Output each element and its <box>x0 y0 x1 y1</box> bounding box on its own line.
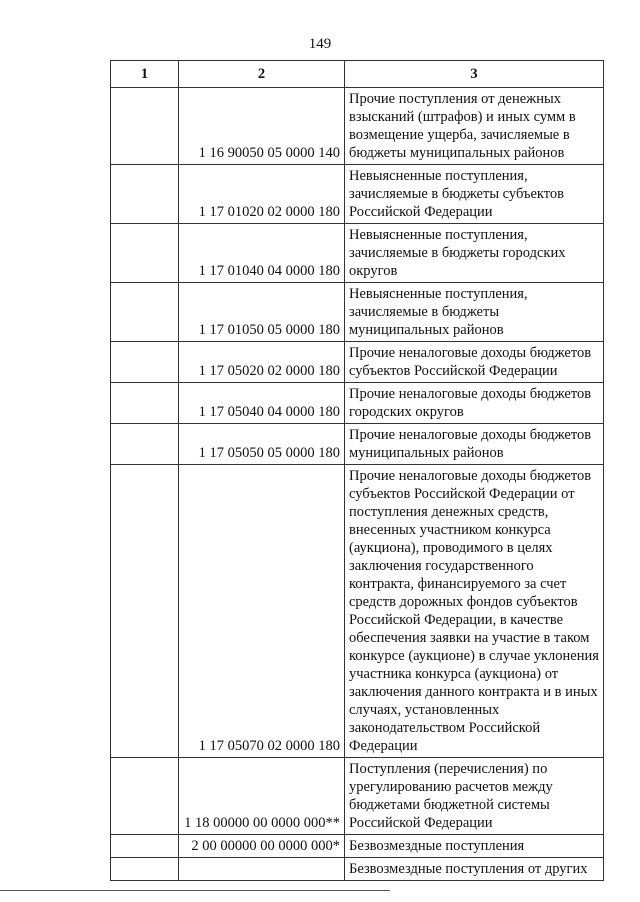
header-col-1: 1 <box>111 61 179 88</box>
table-row <box>111 424 604 465</box>
row-col1-cell <box>111 465 179 758</box>
budget-code-cell: 1 17 05050 05 0000 180 <box>179 424 345 465</box>
row-col1-cell <box>111 224 179 283</box>
table-row <box>111 465 604 758</box>
table-header-row <box>111 61 604 88</box>
row-col1-cell <box>111 424 179 465</box>
budget-code-cell: 1 17 01050 05 0000 180 <box>179 283 345 342</box>
row-col1-cell <box>111 858 179 881</box>
budget-code-cell: 1 18 00000 00 0000 000** <box>179 758 345 835</box>
header-col-2: 2 <box>179 61 345 88</box>
budget-codes-table <box>110 60 604 881</box>
table-row <box>111 835 604 858</box>
budget-code-cell: 1 17 05040 04 0000 180 <box>179 383 345 424</box>
description-cell: Прочие поступления от денежных взысканий (штрафов) и иных сумм в возмещение ущерба, зачисляемые в бюджеты муниципальных районов <box>345 88 604 165</box>
budget-code-cell: 1 17 05070 02 0000 180 <box>179 465 345 758</box>
row-col1-cell <box>111 342 179 383</box>
page-number: 149 <box>308 36 332 52</box>
budget-code-cell: 2 00 00000 00 0000 000* <box>179 835 345 858</box>
table-row <box>111 758 604 835</box>
description-cell: Прочие неналоговые доходы бюджетов городских округов <box>345 383 604 424</box>
budget-code-cell: 1 17 01020 02 0000 180 <box>179 165 345 224</box>
description-cell: Безвозмездные поступления <box>345 835 604 858</box>
table-row <box>111 342 604 383</box>
row-col1-cell <box>111 165 179 224</box>
description-cell: Невыясненные поступления, зачисляемые в бюджеты субъектов Российской Федерации <box>345 165 604 224</box>
row-col1-cell <box>111 283 179 342</box>
description-cell: Прочие неналоговые доходы бюджетов субъектов Российской Федерации <box>345 342 604 383</box>
row-col1-cell <box>111 88 179 165</box>
description-cell: Прочие неналоговые доходы бюджетов субъектов Российской Федерации от поступления денежных средств, внесенных участником конкурса (аукциона), проводимого в целях заключения государственного контракта, финансируемого за счет средств дорожных фондов субъектов Российской Федерации, в качестве обеспечения заявки на участие в таком конкурсе (аукционе) в случае уклонения участника конкурса (аукциона) от заключения данного контракта и в иных случаях, установленных законодательством Российской Федерации <box>345 465 604 758</box>
budget-code-cell <box>179 858 345 881</box>
description-cell: Безвозмездные поступления от других <box>345 858 604 881</box>
description-cell: Невыясненные поступления, зачисляемые в бюджеты городских округов <box>345 224 604 283</box>
budget-code-cell: 1 17 05020 02 0000 180 <box>179 342 345 383</box>
table-row <box>111 283 604 342</box>
table-row <box>111 224 604 283</box>
row-col1-cell <box>111 758 179 835</box>
table-row <box>111 383 604 424</box>
header-col-3: 3 <box>345 61 604 88</box>
table-row <box>111 165 604 224</box>
footnote-separator-line <box>0 890 390 891</box>
description-cell: Прочие неналоговые доходы бюджетов муниципальных районов <box>345 424 604 465</box>
budget-code-cell: 1 17 01040 04 0000 180 <box>179 224 345 283</box>
table-row <box>111 88 604 165</box>
description-cell: Поступления (перечисления) по урегулированию расчетов между бюджетами бюджетной системы Российской Федерации <box>345 758 604 835</box>
table-row <box>111 858 604 881</box>
budget-code-cell: 1 16 90050 05 0000 140 <box>179 88 345 165</box>
row-col1-cell <box>111 383 179 424</box>
description-cell: Невыясненные поступления, зачисляемые в бюджеты муниципальных районов <box>345 283 604 342</box>
row-col1-cell <box>111 835 179 858</box>
